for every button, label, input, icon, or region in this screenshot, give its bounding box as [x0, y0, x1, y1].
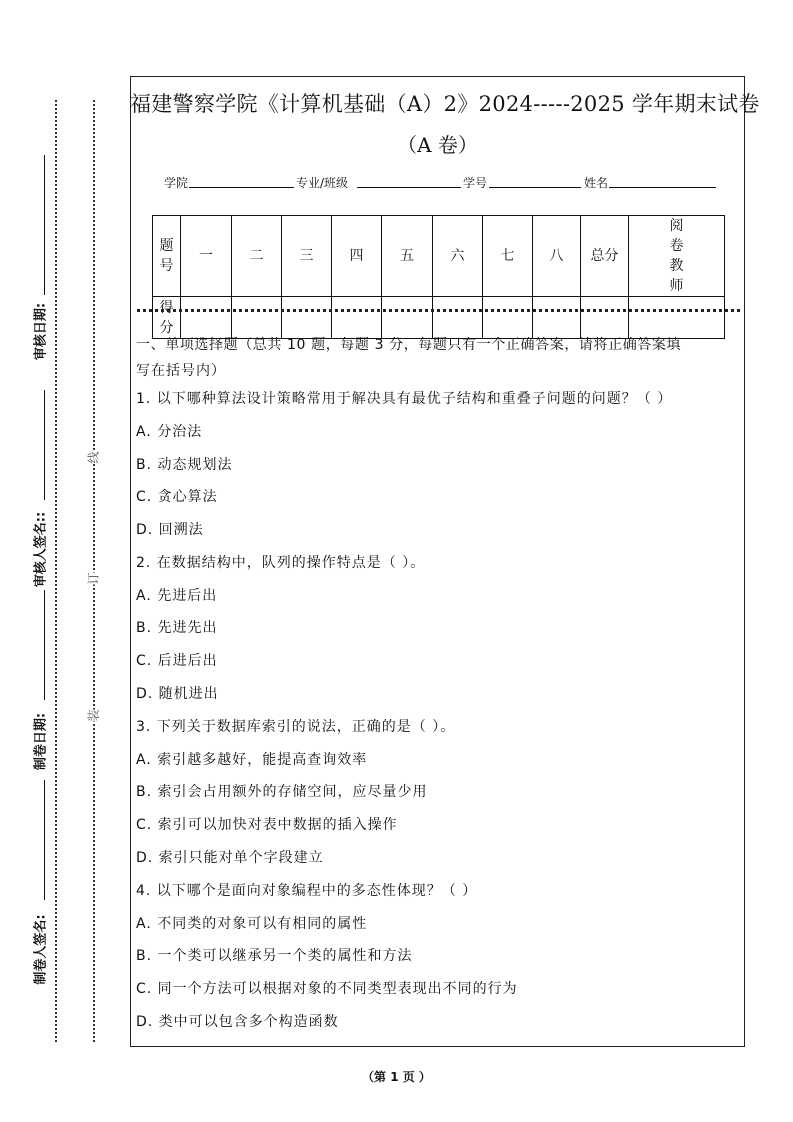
question-1-option-b: B. 动态规划法	[136, 457, 233, 473]
score-cell[interactable]	[533, 297, 581, 339]
header-cell: 四	[332, 216, 382, 297]
header-grader: 阅卷教师	[629, 216, 725, 297]
exam-subtitle: （A 卷）	[397, 133, 478, 157]
question-1-option-a: A. 分治法	[136, 424, 203, 440]
question-2-option-d: D. 随机进出	[136, 686, 219, 702]
exam-title: 福建警察学院《计算机基础（A）2》2024-----2025 学年期末试卷	[130, 92, 760, 116]
score-cell[interactable]	[629, 297, 725, 339]
section-divider	[137, 309, 740, 312]
score-table-score-row	[153, 297, 725, 339]
question-4-option-a: A. 不同类的对象可以有相同的属性	[136, 916, 368, 932]
score-cell[interactable]	[332, 297, 382, 339]
question-4-stem: 4. 以下哪个是面向对象编程中的多态性体现？（ ）	[136, 883, 478, 899]
page-number: （第 1 页 ）	[362, 1070, 431, 1084]
make-date-line	[44, 590, 45, 700]
major-class-field[interactable]	[357, 187, 461, 188]
score-cell[interactable]	[232, 297, 282, 339]
question-3-stem: 3. 下列关于数据库索引的说法，正确的是（ ）。	[136, 719, 456, 735]
reviewer-signature-label: 审核人签名::	[33, 511, 49, 588]
score-cell[interactable]	[382, 297, 433, 339]
question-4-option-b: B. 一个类可以继承另一个类的属性和方法	[136, 948, 413, 964]
header-cell: 一	[181, 216, 232, 297]
margin-dotted-line-outer	[55, 100, 57, 1042]
header-cell: 五	[382, 216, 433, 297]
name-label: 姓名	[584, 176, 609, 190]
header-cell: 二	[232, 216, 282, 297]
student-id-label: 学号	[463, 176, 488, 190]
question-3-option-c: C. 索引可以加快对表中数据的插入操作	[136, 817, 398, 833]
name-field[interactable]	[609, 187, 716, 188]
college-label: 学院	[164, 176, 189, 190]
question-3-option-d: D. 索引只能对单个字段建立	[136, 850, 324, 866]
review-date-label: 审核日期:	[33, 302, 49, 361]
row-label-score: 得分	[153, 297, 181, 339]
header-cell: 七	[483, 216, 533, 297]
question-1-option-c: C. 贪心算法	[136, 489, 218, 505]
binding-mark-line: 线	[86, 451, 101, 464]
make-date-label: 制卷日期:	[33, 712, 49, 771]
question-1-stem: 1. 以下哪种算法设计策略常用于解决具有最优子结构和重叠子问题的问题？（ ）	[136, 391, 673, 407]
header-cell: 八	[533, 216, 581, 297]
question-2-option-a: A. 先进后出	[136, 588, 218, 604]
question-3-option-b: B. 索引会占用额外的存储空间，应尽量少用	[136, 784, 428, 800]
maker-signature-line	[44, 780, 45, 900]
question-2-option-c: C. 后进后出	[136, 653, 218, 669]
score-cell[interactable]	[282, 297, 332, 339]
question-3-option-a: A. 索引越多越好，能提高查询效率	[136, 752, 368, 768]
score-cell[interactable]	[181, 297, 232, 339]
section-heading-line1: 一、单项选择题（总共 10 题，每题 3 分，每题只有一个正确答案，请将正确答案填	[136, 337, 682, 353]
student-id-field[interactable]	[489, 187, 581, 188]
header-cell: 三	[282, 216, 332, 297]
score-cell[interactable]	[581, 297, 629, 339]
header-total: 总分	[581, 216, 629, 297]
maker-signature-label: 制卷人签名:	[33, 914, 49, 985]
question-4-option-d: D. 类中可以包含多个构造函数	[136, 1014, 339, 1030]
major-class-label: 专业/班级	[296, 176, 349, 190]
section-heading-line2: 写在括号内）	[136, 363, 226, 379]
binding-mark-bind: 装	[86, 709, 101, 722]
score-cell[interactable]	[483, 297, 533, 339]
question-1-option-d: D. 回溯法	[136, 522, 204, 538]
question-2-option-b: B. 先进先出	[136, 620, 218, 636]
score-table-header-row	[153, 216, 725, 297]
reviewer-signature-line	[44, 390, 45, 500]
header-question-number: 题号	[153, 216, 181, 297]
question-2-stem: 2. 在数据结构中，队列的操作特点是（ ）。	[136, 555, 426, 571]
header-cell: 六	[433, 216, 483, 297]
binding-mark-staple: 订	[86, 572, 101, 585]
review-date-line	[44, 155, 45, 295]
binding-dotted-line	[93, 100, 95, 1042]
college-field[interactable]	[189, 187, 294, 188]
score-table	[152, 215, 725, 339]
question-4-option-c: C. 同一个方法可以根据对象的不同类型表现出不同的行为	[136, 981, 518, 997]
score-cell[interactable]	[433, 297, 483, 339]
